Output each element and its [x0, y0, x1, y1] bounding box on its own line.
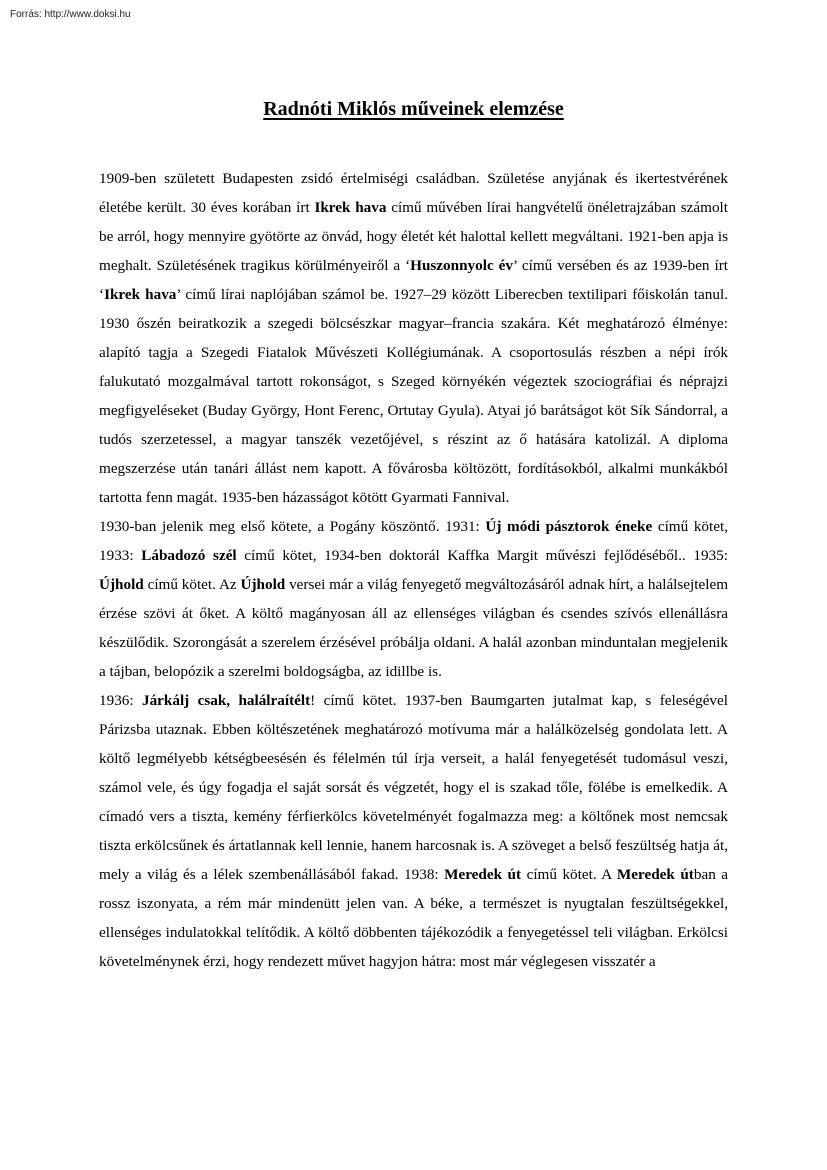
text-run: ’ című lírai naplójában számol be. 1927–29 között Liberecben textilipari főiskolán tanul. 1930 őszén beiratkozik a szegedi bölcsészkar magyar–francia szakára. Két meghatározó élménye: alapító tagja a Szegedi Fiatalok Művészeti Kollégiumának. A csoportosulás részben a népi írók falukutató mozgalmával tartott rokonságot, s Szeged környékén végeztek szociográfiai és néprajzi megfigyeléseket (Buday György, Hont Ferenc, Ortutay Gyula). Atyai jó barátságot köt Sík Sándorral, a tudós szerzetessel, a magyar tanszék vezetőjével, s részint az ő hatására katolizál. A diploma megszerzése után tanári állást nem kapott. A fővárosba költözött, fordításokból, alkalmi munkákból tartotta fenn magát. 1935-ben házasságot kötött Gyarmati Fannival. [99, 286, 728, 506]
text-run: című kötet, 1933: [99, 518, 728, 564]
bold-title-run: Lábadozó szél [141, 547, 237, 564]
text-run: című kötet. A [521, 866, 617, 883]
text-run: című művében lírai hangvételű önéletrajzában számolt be arról, hogy mennyire gyötörte az önvád, hogy életét két halottal kellett megváltani. 1921-ben apja is meghalt. Születésének tragikus körülményeiről a ‘ [99, 199, 728, 274]
bold-title-run: Ikrek hava [314, 199, 387, 216]
bold-title-run: Új módi pásztorok éneke [485, 518, 653, 535]
bold-title-run: Újhold [240, 576, 286, 593]
text-run: című kötet. Az [143, 576, 241, 593]
paragraph-2 [99, 512, 728, 686]
document-body [99, 164, 728, 976]
source-line: Forrás: http://www.doksi.hu [10, 9, 131, 20]
bold-title-run: Huszonnyolc év [410, 257, 513, 274]
text-run: című kötet, 1934-ben doktorál Kaffka Margit művészi fejlődéséből.. 1935: [236, 547, 728, 564]
text-run: ’ című versében és az 1939-ben írt ‘ [99, 257, 728, 303]
document-title: Radnóti Miklós műveinek elemzése [263, 98, 564, 120]
text-run: 1909-ben született Budapesten zsidó értelmiségi családban. Születése anyjának és ikertestvérének életébe került. 30 éves korában írt [99, 170, 728, 216]
text-run: ban a rossz iszonyata, a rém már mindenütt jelen van. A béke, a természet is nyugtalan feszültségekkel, ellenséges indulatokkal telítődik. A költő döbbenten tájékozódik a fenyegetéssel teli világban. Erkölcsi követelménynek érzi, hogy rendezett művet hagyjon hátra: most már véglegesen visszatér a [99, 866, 729, 970]
bold-title-run: Meredek út [616, 866, 694, 883]
bold-title-run: Ikrek hava [104, 286, 177, 303]
bold-title-run: Meredek út [444, 866, 522, 883]
text-run: ! című kötet. 1937-ben Baumgarten jutalmat kap, s feleségével Párizsba utaznak. Ebben költészetének meghatározó motívuma már a halálközelség gondolata lett. A költő legmélyebb kétségbeesésén és félelmén túl írja verseit, a halál fenyegetését tudomásul veszi, számol vele, és úgy fogadja el saját sorsát és végzetét, hogy el is szakad tőle, fölébe is emelkedik. A címadó vers a tiszta, kemény férfierkölcs követelményét fogalmazza meg: a költőnek most nemcsak tiszta erkölcsűnek és ártatlannak kell lennie, hanem harcosnak is. A szöveget a belső feszültség hatja át, mely a világ és a lélek szembenállásából fakad. 1938: [99, 692, 728, 883]
text-run: versei már a világ fenyegető megváltozásáról adnak hírt, a halálsejtelem érzése szövi át őket. A költő magányosan áll az ellenséges világban és csendes szívós ellenállásra készülődik. Szorongását a szerelem érzésével próbálja oldani. A halál azonban minduntalan megjelenik a tájban, belopózik a szerelmi boldogságba, az idillbe is. [99, 576, 729, 680]
paragraph-3 [99, 686, 728, 976]
text-run: 1930-ban jelenik meg első kötete, a Pogány köszöntő. 1931: [99, 518, 486, 535]
bold-title-run: Újhold [99, 576, 144, 593]
bold-title-run: Járkálj csak, halálraítélt [141, 692, 311, 709]
paragraph-1 [99, 164, 728, 512]
text-run: 1936: [99, 692, 142, 709]
